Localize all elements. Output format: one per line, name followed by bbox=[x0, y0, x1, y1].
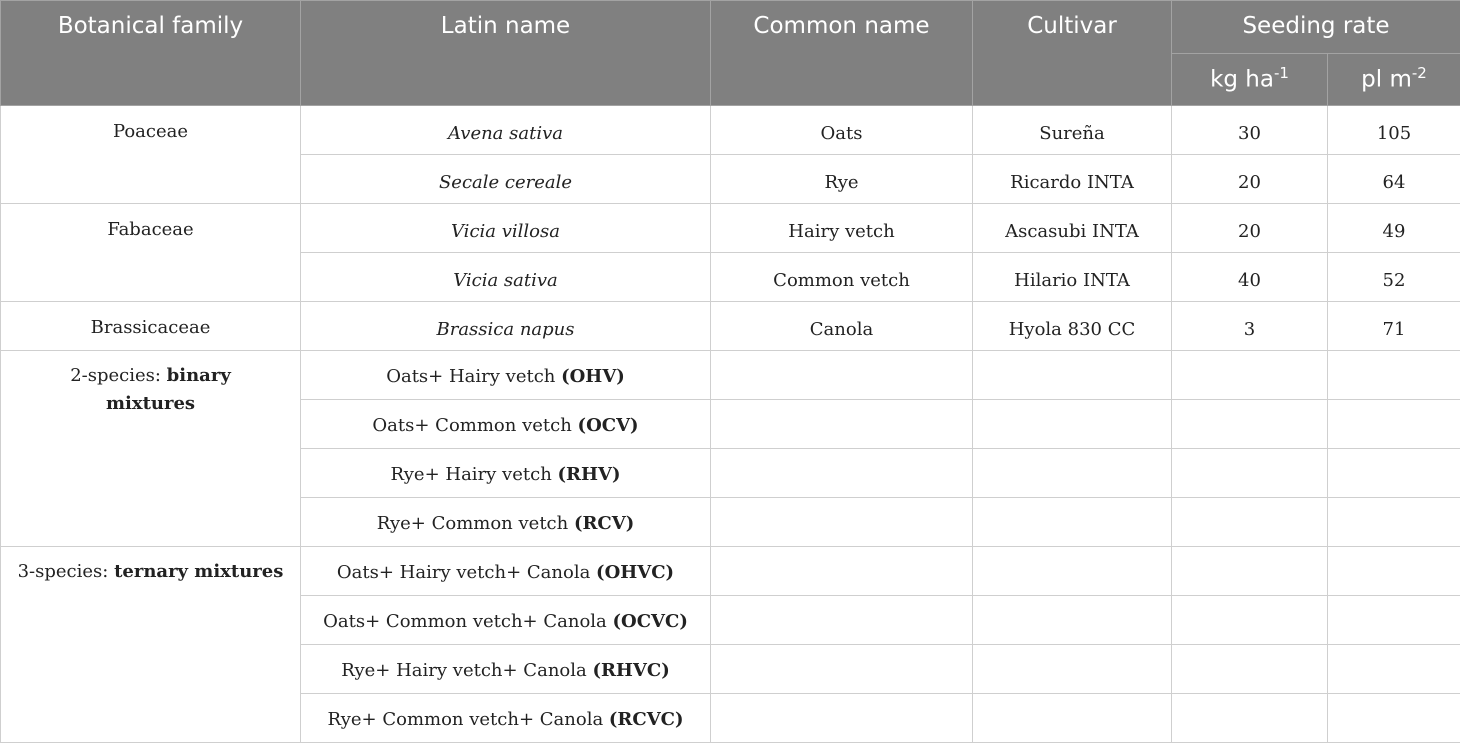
mixture-code: (RCVC) bbox=[609, 709, 684, 730]
mixture-cell bbox=[301, 351, 711, 400]
empty-cell bbox=[1172, 547, 1328, 596]
table-header bbox=[1, 1, 1460, 106]
mixture-cell bbox=[301, 645, 711, 694]
pl-m2-cell: 64 bbox=[1328, 155, 1460, 204]
mixture-text: Oats+ Hairy vetch bbox=[386, 366, 561, 387]
cultivar-cell: Hilario INTA bbox=[973, 253, 1172, 302]
empty-cell bbox=[711, 498, 973, 547]
mixture-cell bbox=[301, 596, 711, 645]
empty-cell bbox=[973, 400, 1172, 449]
kg-ha-cell: 30 bbox=[1172, 106, 1328, 155]
cultivar-cell: Ricardo INTA bbox=[973, 155, 1172, 204]
latin-name-cell: Vicia villosa bbox=[301, 204, 711, 253]
mixture-cell bbox=[301, 400, 711, 449]
empty-cell bbox=[973, 498, 1172, 547]
empty-cell bbox=[973, 547, 1172, 596]
cultivar-cell: Hyola 830 CC bbox=[973, 302, 1172, 351]
kg-ha-cell: 20 bbox=[1172, 155, 1328, 204]
empty-cell bbox=[1172, 694, 1328, 743]
header-kg-ha bbox=[1172, 54, 1328, 106]
empty-cell bbox=[1328, 694, 1460, 743]
mixture-text: Oats+ Common vetch bbox=[372, 415, 577, 436]
mixture-text: Oats+ Hairy vetch+ Canola bbox=[337, 562, 596, 583]
empty-cell bbox=[1328, 596, 1460, 645]
pl-m2-cell: 49 bbox=[1328, 204, 1460, 253]
table-row bbox=[1, 547, 1460, 596]
empty-cell bbox=[1172, 351, 1328, 400]
empty-cell bbox=[711, 645, 973, 694]
common-name-cell: Canola bbox=[711, 302, 973, 351]
empty-cell bbox=[711, 351, 973, 400]
mixture-text: Rye+ Common vetch+ Canola bbox=[327, 709, 608, 730]
mixture-text: Rye+ Common vetch bbox=[377, 513, 574, 534]
ternary-label-prefix: 3-species: bbox=[18, 561, 114, 582]
empty-cell bbox=[973, 449, 1172, 498]
binary-label-prefix: 2-species: bbox=[70, 365, 166, 386]
family-cell: Fabaceae bbox=[1, 204, 301, 302]
mixture-code: (RHV) bbox=[558, 464, 621, 485]
empty-cell bbox=[1172, 449, 1328, 498]
header-botanical-family: Botanical family bbox=[1, 1, 301, 106]
header-kg-ha-base: kg ha bbox=[1210, 67, 1274, 93]
mixture-code: (OCVC) bbox=[613, 611, 688, 632]
mixture-text: Rye+ Hairy vetch bbox=[391, 464, 558, 485]
common-name-cell: Rye bbox=[711, 155, 973, 204]
latin-name-cell: Secale cereale bbox=[301, 155, 711, 204]
empty-cell bbox=[973, 645, 1172, 694]
empty-cell bbox=[1172, 596, 1328, 645]
empty-cell bbox=[1172, 498, 1328, 547]
common-name-cell: Oats bbox=[711, 106, 973, 155]
ternary-label-bold: ternary mixtures bbox=[114, 561, 283, 582]
latin-name-cell: Vicia sativa bbox=[301, 253, 711, 302]
common-name-cell: Common vetch bbox=[711, 253, 973, 302]
mixture-code: (OHV) bbox=[561, 366, 625, 387]
kg-ha-cell: 40 bbox=[1172, 253, 1328, 302]
mixture-code: (RHVC) bbox=[592, 660, 669, 681]
empty-cell bbox=[1328, 351, 1460, 400]
cultivar-cell: Sureña bbox=[973, 106, 1172, 155]
cultivar-cell: Ascasubi INTA bbox=[973, 204, 1172, 253]
family-cell: Brassicaceae bbox=[1, 302, 301, 351]
header-seeding-rate: Seeding rate bbox=[1172, 1, 1460, 54]
header-cultivar: Cultivar bbox=[973, 1, 1172, 106]
ternary-group-label bbox=[1, 547, 301, 743]
pl-m2-cell: 52 bbox=[1328, 253, 1460, 302]
empty-cell bbox=[1328, 400, 1460, 449]
empty-cell bbox=[1172, 645, 1328, 694]
pl-m2-cell: 71 bbox=[1328, 302, 1460, 351]
pl-m2-cell: 105 bbox=[1328, 106, 1460, 155]
empty-cell bbox=[711, 547, 973, 596]
empty-cell bbox=[1328, 645, 1460, 694]
table-row bbox=[1, 351, 1460, 400]
empty-cell bbox=[1328, 498, 1460, 547]
mixture-code: (OHVC) bbox=[596, 562, 674, 583]
mixture-cell bbox=[301, 498, 711, 547]
mixture-text: Oats+ Common vetch+ Canola bbox=[323, 611, 612, 632]
latin-name-cell: Avena sativa bbox=[301, 106, 711, 155]
header-pl-m-base: pl m bbox=[1361, 67, 1412, 93]
kg-ha-cell: 3 bbox=[1172, 302, 1328, 351]
empty-cell bbox=[973, 694, 1172, 743]
binary-label-bold: binary mixtures bbox=[106, 365, 231, 414]
empty-cell bbox=[973, 596, 1172, 645]
header-common-name: Common name bbox=[711, 1, 973, 106]
empty-cell bbox=[973, 351, 1172, 400]
header-latin-name: Latin name bbox=[301, 1, 711, 106]
binary-group-label bbox=[1, 351, 301, 547]
header-kg-ha-exponent: -1 bbox=[1274, 64, 1289, 82]
empty-cell bbox=[1328, 449, 1460, 498]
latin-name-cell: Brassica napus bbox=[301, 302, 711, 351]
mixture-text: Rye+ Hairy vetch+ Canola bbox=[341, 660, 592, 681]
mixture-cell bbox=[301, 449, 711, 498]
header-pl-m-exponent: -2 bbox=[1412, 64, 1427, 82]
empty-cell bbox=[711, 449, 973, 498]
common-name-cell: Hairy vetch bbox=[711, 204, 973, 253]
table-row bbox=[1, 302, 1460, 351]
table-row bbox=[1, 106, 1460, 155]
empty-cell bbox=[711, 694, 973, 743]
empty-cell bbox=[1328, 547, 1460, 596]
empty-cell bbox=[1172, 400, 1328, 449]
mixture-code: (RCV) bbox=[574, 513, 634, 534]
empty-cell bbox=[711, 400, 973, 449]
table-body bbox=[1, 106, 1460, 743]
mixture-cell bbox=[301, 694, 711, 743]
empty-cell bbox=[711, 596, 973, 645]
table-row bbox=[1, 204, 1460, 253]
mixture-cell bbox=[301, 547, 711, 596]
mixture-code: (OCV) bbox=[578, 415, 639, 436]
kg-ha-cell: 20 bbox=[1172, 204, 1328, 253]
family-cell: Poaceae bbox=[1, 106, 301, 204]
header-pl-m2 bbox=[1328, 54, 1460, 106]
